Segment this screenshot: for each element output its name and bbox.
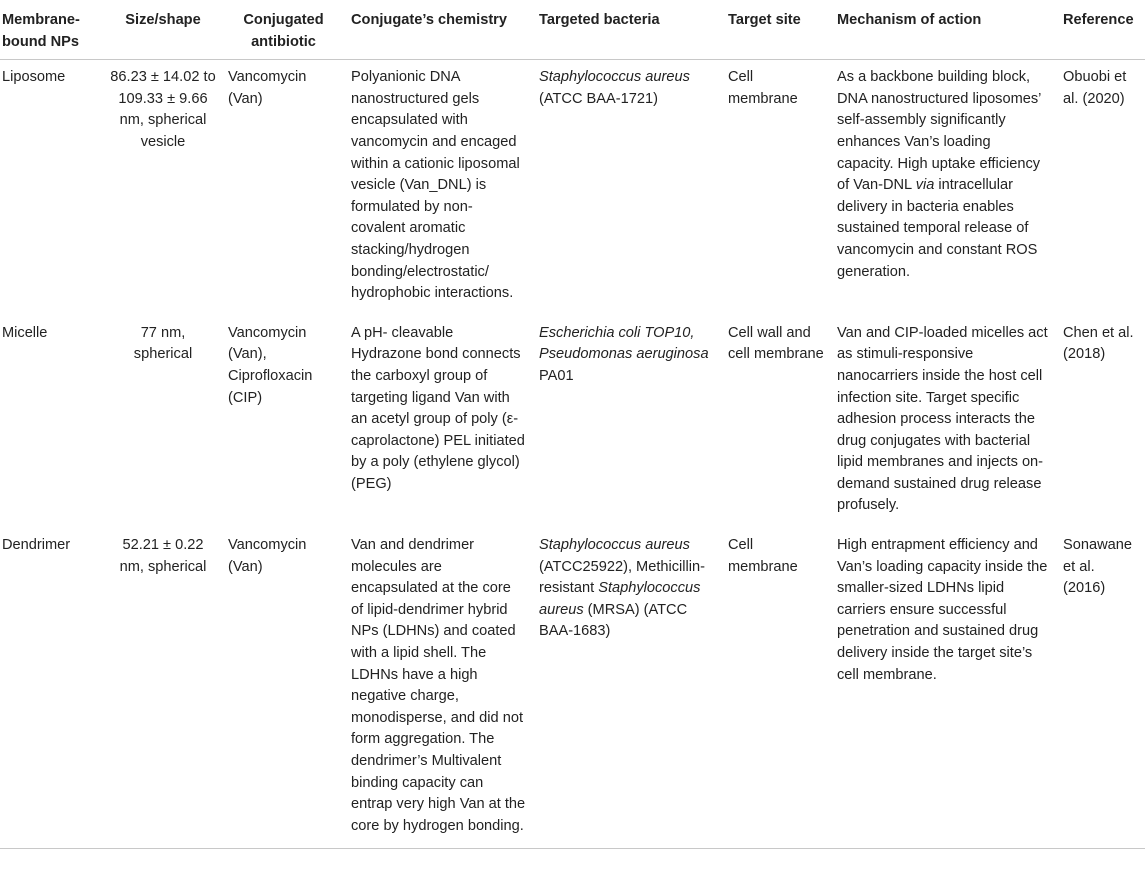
table-row-micelle — [0, 316, 1145, 528]
cell-mechanism — [831, 60, 1057, 316]
header-targeted-bacteria: Targeted bacteria — [539, 12, 660, 28]
table-row-dendrimer — [0, 528, 1145, 849]
header-mechanism-of-action: Mechanism of action — [837, 12, 982, 28]
header-membrane-bound-nps: Membrane-bound NPs — [2, 12, 80, 50]
strain-text: PA01 — [539, 367, 574, 384]
mechanism-text: As a backbone building block, DNA nanostructured liposomes’ self-assembly significantly enhances Van’s loading capacity. High uptake efficiency of Van-DNL — [837, 69, 1041, 194]
mechanism-text: intracellular delivery in bacteria enables sustained temporal release of vancomycin and constant ROS generation. — [837, 177, 1038, 280]
cell-reference: Obuobi et al. (2020) — [1063, 69, 1127, 107]
cell-antibiotic: Vancomycin (Van) — [228, 69, 307, 107]
cell-np: Dendrimer — [2, 537, 71, 554]
cell-size: 86.23 ± 14.02 to 109.33 ± 9.66 nm, spherical vesicle — [110, 69, 216, 150]
cell-chemistry: A pH- cleavable Hydrazone bond connects the carboxyl group of targeting ligand Van with an acetyl group of poly (ε-caprolactone) PEL initiated by a poly (ethylene glycol) (PEG) — [351, 324, 525, 492]
cell-mechanism: Van and CIP-loaded micelles act as stimuli-responsive nanocarriers inside the host cell infection site. Target specific adhesion process interacts the drug conjugates with bacterial lipid membranes and injects on-demand sustained drug release profusely. — [837, 324, 1048, 514]
cell-mechanism: High entrapment efficiency and Van’s loading capacity inside the smaller-sized LDHNs lipid carriers ensure successful penetration and sustained drug delivery inside the target site’s cell membrane. — [837, 537, 1048, 683]
header-target-site: Target site — [728, 12, 801, 28]
header-conjugated-antibiotic: Conjugated antibiotic — [243, 12, 324, 50]
cell-reference: Sonawane et al. (2016) — [1063, 537, 1132, 597]
strain-text: (MRSA) (ATCC BAA-1683) — [539, 601, 688, 640]
cell-site: Cell wall and cell membrane — [728, 324, 824, 363]
mechanism-via: via — [915, 177, 935, 194]
cell-antibiotic: Vancomycin (Van) — [228, 537, 307, 575]
cell-bacteria — [533, 528, 722, 849]
species-name: Staphylococcus aureus — [539, 537, 690, 554]
species-name: Staphylococcus aureus — [539, 580, 701, 618]
cell-size: 77 nm, spherical — [133, 324, 193, 363]
header-row — [0, 4, 1145, 60]
cell-np: Liposome — [2, 69, 66, 86]
cell-antibiotic: Vancomycin (Van), Ciprofloxacin (CIP) — [228, 324, 313, 406]
cell-np: Micelle — [2, 324, 48, 341]
table-row-liposome — [0, 60, 1145, 316]
header-size-shape: Size/shape — [125, 12, 201, 28]
cell-size: 52.21 ± 0.22 nm, spherical — [119, 537, 207, 575]
cell-site: Cell membrane — [728, 537, 798, 575]
cell-chemistry: Polyanionic DNA nanostructured gels encapsulated with vancomycin and encaged within a cationic liposomal vesicle (Van_DNL) is formulated by non-covalent aromatic stacking/hydrogen bonding/electrostatic/ hydrophobic interactions. — [351, 69, 520, 302]
strain-text: (ATCC25922), Methicillin-resistant — [539, 558, 705, 597]
cell-reference: Chen et al. (2018) — [1063, 324, 1134, 363]
cell-bacteria — [533, 60, 722, 316]
species-name: Staphylococcus aureus — [539, 69, 690, 86]
species-name: Escherichia coli TOP10, Pseudomonas aeruginosa — [539, 324, 709, 363]
cell-site: Cell membrane — [728, 69, 798, 107]
header-reference: Reference — [1063, 12, 1134, 28]
strain-text: (ATCC BAA-1721) — [539, 90, 658, 107]
nanoparticle-table — [0, 4, 1145, 849]
cell-chemistry: Van and dendrimer molecules are encapsulated at the core of lipid-dendrimer hybrid NPs (LDHNs) and coated with a lipid shell. The LDHNs have a high negative charge, monodisperse, and did not form aggregation. The dendrimer’s Multivalent binding capacity can entrap very high Van at the core by hydrogen bonding. — [351, 537, 526, 834]
header-conjugate-chemistry: Conjugate’s chemistry — [351, 12, 507, 28]
cell-bacteria — [533, 316, 722, 528]
